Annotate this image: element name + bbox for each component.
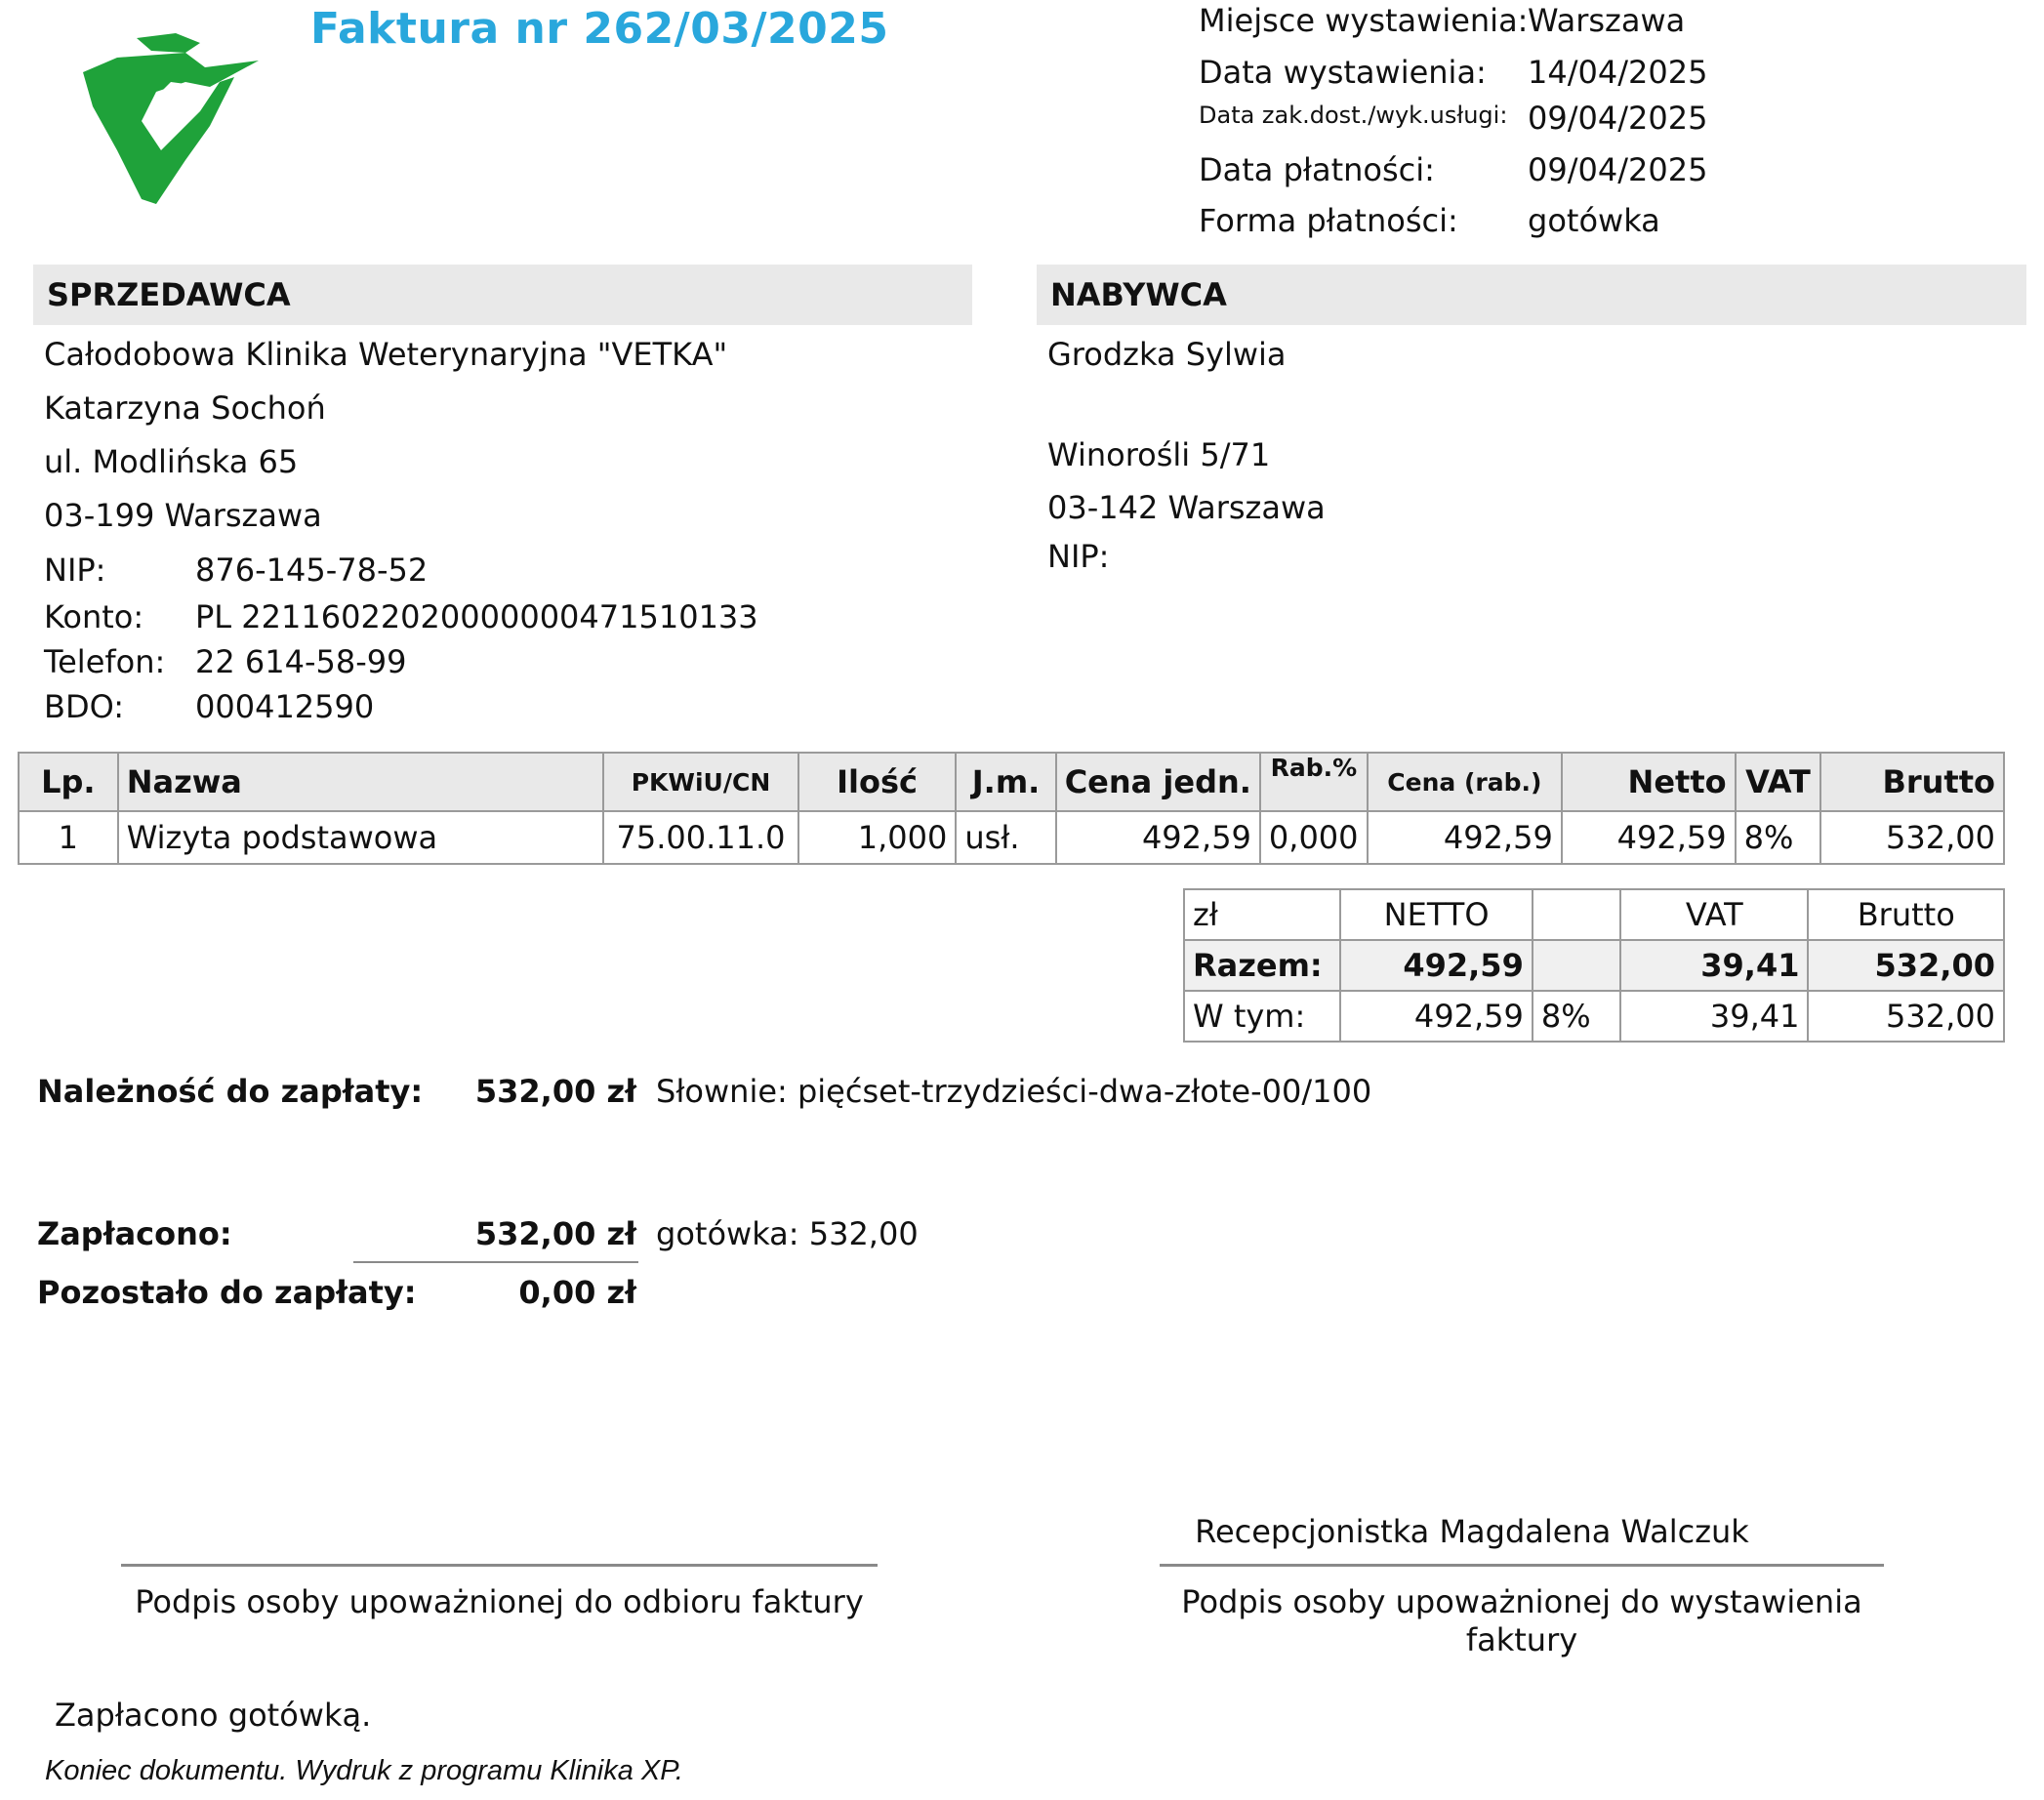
cell-pkwiu: 75.00.11.0 <box>603 811 798 864</box>
summary-rate-header <box>1533 889 1620 940</box>
seller-nip-label: NIP: <box>44 552 106 589</box>
paid-underline <box>353 1261 638 1263</box>
remaining-value: 0,00 zł <box>518 1274 636 1311</box>
seller-name: Całodobowa Klinika Weterynaryjna "VETKA" <box>44 336 728 373</box>
cell-name: Wizyta podstawowa <box>118 811 604 864</box>
buyer-city: 03-142 Warszawa <box>1047 489 1326 526</box>
cell-unit: usł. <box>956 811 1055 864</box>
buyer-heading: NABYWCA <box>1037 265 2026 325</box>
summary-vat-header: VAT <box>1620 889 1808 940</box>
cell-net: 492,59 <box>1562 811 1736 864</box>
issuer-signature-caption-2: faktury <box>1465 1621 1578 1658</box>
col-header-vat: VAT <box>1736 753 1821 811</box>
paid-method: gotówka: 532,00 <box>656 1215 919 1252</box>
meta-label-place: Miejsce wystawienia: <box>1199 2 1529 39</box>
summary-gross-header: Brutto <box>1808 889 2004 940</box>
seller-street: ul. Modlińska 65 <box>44 443 299 480</box>
summary-net-header: NETTO <box>1340 889 1532 940</box>
summary-breakdown-net: 492,59 <box>1340 991 1532 1042</box>
amount-in-words: Słownie: pięćset-trzydzieści-dwa-złote-00/100 <box>656 1073 1372 1110</box>
summary-total-label: Razem: <box>1184 940 1340 991</box>
col-header-gross: Brutto <box>1820 753 2004 811</box>
seller-nip-value: 876-145-78-52 <box>195 552 429 589</box>
meta-value-issue-date: 14/04/2025 <box>1528 54 1708 91</box>
amount-due-label: Należność do zapłaty: <box>37 1073 424 1110</box>
summary-total-net: 492,59 <box>1340 940 1532 991</box>
meta-value-place: Warszawa <box>1528 2 1686 39</box>
buyer-nip-label: NIP: <box>1047 538 1110 575</box>
col-header-unit: J.m. <box>956 753 1055 811</box>
summary-currency: zł <box>1184 889 1340 940</box>
cell-qty: 1,000 <box>798 811 957 864</box>
seller-phone-label: Telefon: <box>44 643 166 680</box>
col-header-net: Netto <box>1562 753 1736 811</box>
issuer-name: Recepcjonistka Magdalena Walczuk <box>1195 1513 1749 1550</box>
summary-table <box>1183 888 2005 1043</box>
seller-city: 03-199 Warszawa <box>44 497 322 534</box>
summary-breakdown-label: W tym: <box>1184 991 1340 1042</box>
seller-account-label: Konto: <box>44 598 144 635</box>
meta-label-service-date: Data zak.dost./wyk.usługi: <box>1199 102 1508 129</box>
issuer-signature-line <box>1160 1564 1884 1567</box>
meta-label-payment-date: Data płatności: <box>1199 151 1435 188</box>
summary-total-gross: 532,00 <box>1808 940 2004 991</box>
summary-breakdown-row <box>1184 991 2004 1042</box>
cell-discounted-price: 492,59 <box>1368 811 1562 864</box>
receiver-signature-caption: Podpis osoby upoważnionej do odbioru faktury <box>135 1583 864 1620</box>
meta-value-payment-date: 09/04/2025 <box>1528 151 1708 188</box>
buyer-name: Grodzka Sylwia <box>1047 336 1287 373</box>
clinic-logo <box>39 14 264 219</box>
col-header-name: Nazwa <box>118 753 604 811</box>
summary-total-rate <box>1533 940 1620 991</box>
meta-value-payment-form: gotówka <box>1528 202 1660 239</box>
col-header-discounted-price: Cena (rab.) <box>1368 753 1562 811</box>
end-of-document-note: Koniec dokumentu. Wydruk z programu Klinika XP. <box>45 1755 683 1786</box>
receiver-signature-line <box>121 1564 878 1567</box>
seller-account-value: PL 22116022020000000471510133 <box>195 598 758 635</box>
cell-gross: 532,00 <box>1820 811 2004 864</box>
seller-heading: SPRZEDAWCA <box>33 265 972 325</box>
meta-label-payment-form: Forma płatności: <box>1199 202 1458 239</box>
items-table <box>18 752 2005 865</box>
table-row <box>19 811 2004 864</box>
paid-label: Zapłacono: <box>37 1215 232 1252</box>
summary-breakdown-rate: 8% <box>1533 991 1620 1042</box>
col-header-qty: Ilość <box>798 753 957 811</box>
seller-phone-value: 22 614-58-99 <box>195 643 407 680</box>
cell-discount: 0,000 <box>1260 811 1368 864</box>
seller-owner: Katarzyna Sochoń <box>44 389 326 427</box>
summary-total-row <box>1184 940 2004 991</box>
seller-bdo-value: 000412590 <box>195 688 375 725</box>
col-header-pkwiu: PKWiU/CN <box>603 753 798 811</box>
paid-cash-note: Zapłacono gotówką. <box>55 1697 372 1734</box>
amount-due-value: 532,00 zł <box>474 1073 636 1110</box>
paid-value: 532,00 zł <box>474 1215 636 1252</box>
summary-total-vat: 39,41 <box>1620 940 1808 991</box>
col-header-lp: Lp. <box>19 753 118 811</box>
col-header-unit-price: Cena jedn. <box>1056 753 1260 811</box>
remaining-label: Pozostało do zapłaty: <box>37 1274 417 1311</box>
seller-bdo-label: BDO: <box>44 688 124 725</box>
meta-label-issue-date: Data wystawienia: <box>1199 54 1487 91</box>
summary-breakdown-vat: 39,41 <box>1620 991 1808 1042</box>
summary-header-row <box>1184 889 2004 940</box>
cell-lp: 1 <box>19 811 118 864</box>
issuer-signature-caption: Podpis osoby upoważnionej do wystawienia <box>1181 1583 1862 1620</box>
cell-unit-price: 492,59 <box>1056 811 1260 864</box>
items-header-row <box>19 753 2004 811</box>
buyer-street: Winorośli 5/71 <box>1047 436 1271 473</box>
meta-value-service-date: 09/04/2025 <box>1528 100 1708 137</box>
col-header-discount: Rab.% <box>1260 753 1368 811</box>
invoice-title: Faktura nr 262/03/2025 <box>310 4 889 54</box>
summary-breakdown-gross: 532,00 <box>1808 991 2004 1042</box>
cell-vat: 8% <box>1736 811 1821 864</box>
